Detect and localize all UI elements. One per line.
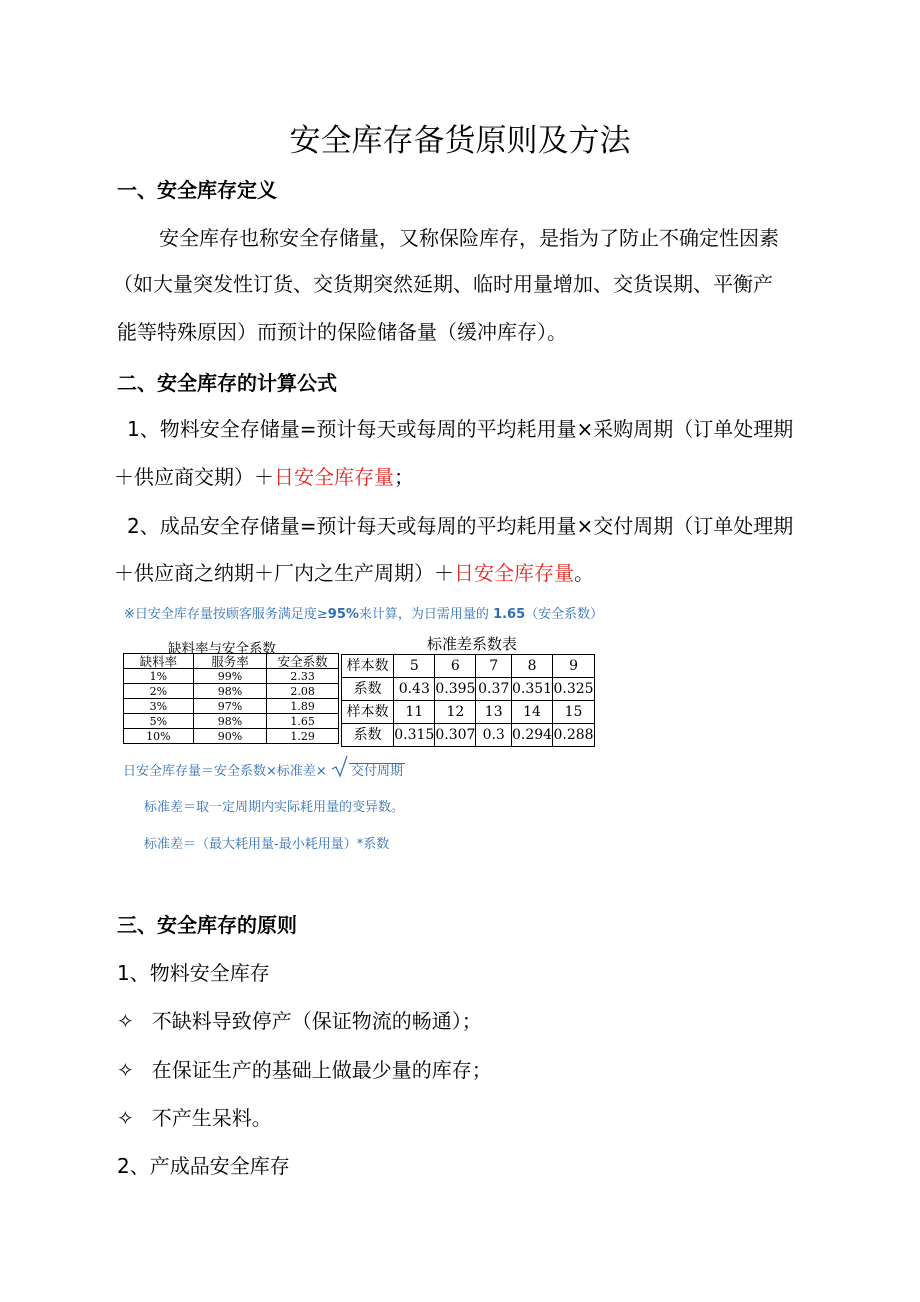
bullet-star-icon: ✧	[117, 1009, 134, 1033]
sqrt-term: 交付周期	[350, 764, 403, 779]
table-cell: 3%	[124, 699, 194, 714]
formula1-line2-suffix: ；	[394, 465, 414, 489]
table-row	[342, 655, 595, 678]
bullet-star-icon: ✧	[117, 1058, 134, 1082]
table-row-label: 样本数	[342, 655, 394, 678]
table-cell: 1.29	[267, 729, 339, 744]
table-row	[342, 678, 595, 701]
table-cell: 5	[394, 655, 435, 678]
table1-caption: 缺料率与安全系数	[168, 641, 276, 657]
table-cell: 0.288	[553, 724, 595, 747]
table-cell: 13	[476, 701, 512, 724]
note-prefix: ※日安全库存量按顾客服务满足度≥	[124, 607, 328, 622]
table-cell: 2%	[124, 684, 194, 699]
table-cell: 0.315	[394, 724, 435, 747]
section1-para-line2: （如大量突发性订货、交货期突然延期、临时用量增加、交货误期、平衡产	[113, 272, 773, 296]
table-cell: 15	[553, 701, 595, 724]
table-cell: 12	[435, 701, 476, 724]
table-row	[124, 729, 339, 744]
section3-heading: 三、安全库存的原则	[117, 913, 297, 937]
bullet-text: 不缺料导致停产（保证物流的畅通）；	[151, 1009, 482, 1033]
service-level-note	[124, 603, 603, 622]
table-cell: 0.307	[435, 724, 476, 747]
table-cell: 9	[553, 655, 595, 678]
std-dev-definition: 标准差＝取一定周期内实际耗用量的变异数。	[144, 800, 405, 815]
note-factor: 1.65	[493, 607, 526, 622]
table-cell: 11	[394, 701, 435, 724]
table-cell: 99%	[193, 669, 267, 684]
table-row	[124, 714, 339, 729]
table-header-row	[124, 654, 339, 669]
sqrt-symbol-icon	[331, 755, 349, 779]
table-cell: 0.37	[476, 678, 512, 701]
section3-sub2: 2、产成品安全库存	[117, 1154, 290, 1178]
table-cell: 6	[435, 655, 476, 678]
table-cell: 1%	[124, 669, 194, 684]
table-cell: 14	[512, 701, 553, 724]
table-cell: 97%	[193, 699, 267, 714]
table-cell: 0.43	[394, 678, 435, 701]
table-cell: 2.08	[267, 684, 339, 699]
bullet-text: 在保证生产的基础上做最少量的库存；	[151, 1058, 492, 1082]
bullet-item	[117, 1054, 492, 1083]
table-header-cell: 服务率	[193, 654, 267, 669]
section1-heading: 一、安全库存定义	[117, 178, 277, 202]
table-cell: 0.294	[512, 724, 553, 747]
table-cell: 98%	[193, 684, 267, 699]
std-dev-formula: 标准差＝（最大耗用量-最小耗用量）*系数	[144, 837, 390, 852]
bullet-star-icon: ✧	[117, 1106, 134, 1130]
table-cell: 90%	[193, 729, 267, 744]
section1-para-line1: 安全库存也称安全存储量，又称保险库存，是指为了防止不确定性因素	[159, 226, 779, 250]
table-cell: 7	[476, 655, 512, 678]
formula1-line2-prefix: ＋供应商交期）＋	[114, 465, 274, 489]
formula2-line2-prefix: ＋供应商之纳期＋厂内之生产周期）＋	[114, 561, 454, 585]
table-cell: 1.65	[267, 714, 339, 729]
bullet-text: 不产生呆料。	[151, 1106, 272, 1130]
note-suffix: （安全系数）	[525, 607, 604, 622]
std-dev-coefficient-table	[341, 654, 595, 747]
table-row	[342, 724, 595, 747]
formula1-line2	[114, 461, 414, 490]
note-percent: 95%	[327, 607, 359, 622]
table-cell: 0.351	[512, 678, 553, 701]
table-row	[124, 699, 339, 714]
table-row	[124, 684, 339, 699]
table-cell: 0.325	[553, 678, 595, 701]
table-header-cell: 缺料率	[124, 654, 194, 669]
daily-safety-stock-highlight: 日安全库存量	[274, 465, 394, 489]
table-row-label: 样本数	[342, 701, 394, 724]
table-row-label: 系数	[342, 724, 394, 747]
daily-safety-stock-formula	[123, 760, 405, 779]
table-cell: 2.33	[267, 669, 339, 684]
formula2-line2	[114, 557, 594, 586]
page-title: 安全库存备货原则及方法	[289, 123, 631, 159]
bullet-item	[117, 1005, 482, 1034]
section3-sub1: 1、物料安全库存	[117, 961, 270, 985]
table-cell: 98%	[193, 714, 267, 729]
daily-safety-stock-highlight-2: 日安全库存量	[454, 561, 574, 585]
table-cell: 8	[512, 655, 553, 678]
table-header-cell: 安全系数	[267, 654, 339, 669]
formula2-line2-suffix: 。	[574, 561, 594, 585]
table-cell: 1.89	[267, 699, 339, 714]
table-row-label: 系数	[342, 678, 394, 701]
bullet-item	[117, 1102, 272, 1131]
shortage-safety-factor-table	[123, 653, 339, 744]
table-cell: 5%	[124, 714, 194, 729]
formula1-line1: 1、物料安全存储量=预计每天或每周的平均耗用量×采购周期（订单处理期	[127, 417, 794, 441]
note-mid: 来计算，为日需用量的	[358, 607, 494, 622]
table-cell: 0.3	[476, 724, 512, 747]
formula2-line1: 2、成品安全存储量=预计每天或每周的平均耗用量×交付周期（订单处理期	[127, 514, 794, 538]
section2-heading: 二、安全库存的计算公式	[117, 371, 337, 395]
table-row	[124, 669, 339, 684]
table2-caption: 标准差系数表	[427, 635, 518, 653]
table-row	[342, 701, 595, 724]
table-cell: 0.395	[435, 678, 476, 701]
formula-prefix: 日安全库存量＝安全系数×标准差×	[123, 764, 327, 779]
section1-para-line3: 能等特殊原因）而预计的保险储备量（缓冲库存）。	[117, 320, 567, 344]
table-cell: 10%	[124, 729, 194, 744]
sqrt-expression	[331, 760, 405, 779]
